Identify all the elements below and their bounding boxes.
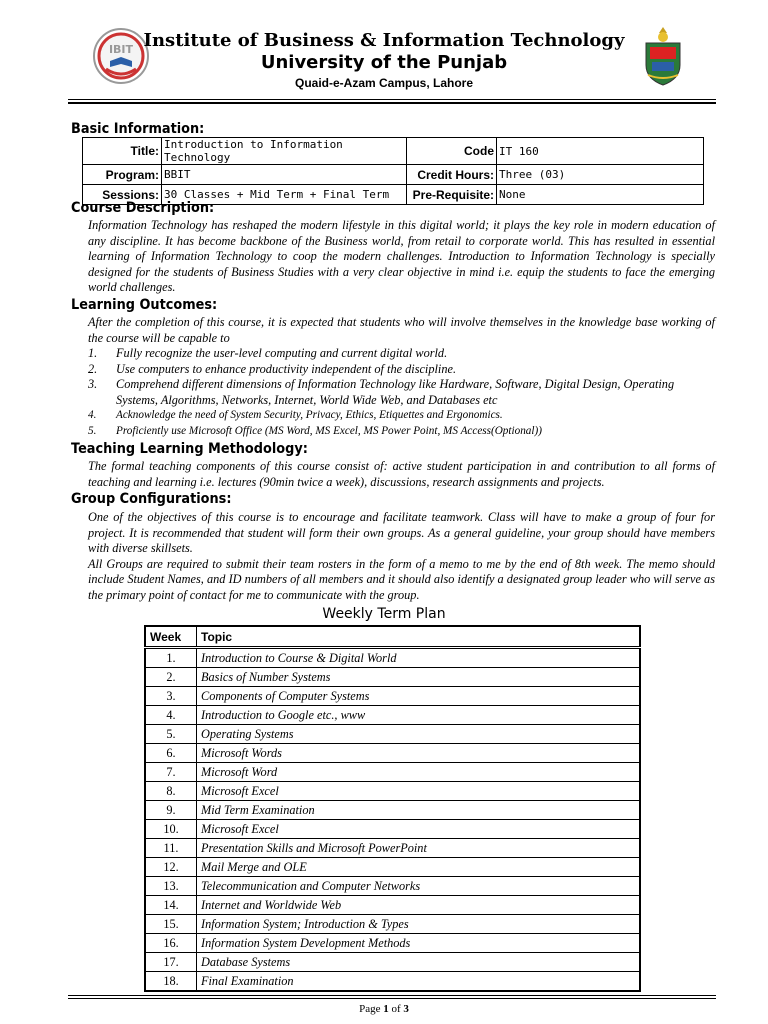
- learning-outcomes-intro: [88, 315, 715, 346]
- list-item: [88, 377, 716, 408]
- group-paragraph-2: All Groups are required to submit their team rosters in the form of a memo to me by the end of 8th week. The memo should include Student Names, and ID numbers of all members and it should also identify a designated group leader who will serve as the primary point of contact for me to communicate with the group.: [88, 556, 715, 602]
- list-number: 5.: [88, 424, 97, 437]
- info-value: Three (03): [497, 165, 704, 185]
- list-text: Acknowledge the need of System Security, Privacy, Ethics, Etiquettes and Ergonomics.: [116, 409, 503, 421]
- teaching-methodology-paragraph: The formal teaching components of this course consist of: active student participation in and contribution to all forms of teaching and learning i.e. lectures (90min twice a week), discussions, research assignments and projects.: [88, 459, 715, 489]
- current-page: 1: [383, 1003, 389, 1015]
- institute-name: Institute of Business & Information Technology: [143, 30, 625, 51]
- week-cell: 7.: [145, 763, 197, 782]
- week-column-header: Week: [145, 626, 197, 648]
- list-number: 3.: [88, 377, 98, 391]
- learning-outcomes-intro-text: After the completion of this course, it is expected that students who will involve themselves in the knowledge base working of the course will be capable to: [88, 315, 715, 345]
- table-row: [145, 648, 640, 668]
- list-item: [88, 424, 716, 440]
- week-cell: 17.: [145, 953, 197, 972]
- group-configurations-text: [88, 510, 715, 603]
- university-name: University of the Punjab: [260, 52, 508, 73]
- topic-cell: Operating Systems: [197, 725, 641, 744]
- week-cell: 16.: [145, 934, 197, 953]
- campus-name: Quaid-e-Azam Campus, Lahore: [294, 76, 474, 90]
- course-description-heading: Course Description:: [71, 200, 215, 216]
- list-text: Proficiently use Microsoft Office (MS Word, MS Excel, MS Power Point, MS Access(Optional)): [116, 424, 542, 437]
- learning-outcomes-heading: Learning Outcomes:: [71, 297, 218, 313]
- page-number: [0, 1003, 768, 1015]
- document-header: [0, 22, 768, 90]
- info-label: Credit Hours:: [407, 165, 497, 185]
- basic-info-heading: Basic Information:: [71, 121, 205, 137]
- info-value: IT 160: [497, 138, 704, 165]
- week-cell: 2.: [145, 668, 197, 687]
- table-row: [145, 915, 640, 934]
- table-row: [145, 725, 640, 744]
- topic-cell: Information System Development Methods: [197, 934, 641, 953]
- group-configurations-heading: Group Configurations:: [71, 491, 232, 507]
- table-row: [145, 972, 640, 992]
- topic-column-header: Topic: [197, 626, 641, 648]
- topic-cell: Microsoft Word: [197, 763, 641, 782]
- table-row: [145, 801, 640, 820]
- week-cell: 12.: [145, 858, 197, 877]
- table-row: [145, 877, 640, 896]
- info-value: None: [497, 185, 704, 205]
- teaching-methodology-heading: Teaching Learning Methodology:: [71, 441, 308, 457]
- svg-text:IBIT: IBIT: [108, 43, 134, 56]
- list-item: [88, 346, 716, 362]
- info-label: Code: [407, 138, 497, 165]
- topic-cell: Mail Merge and OLE: [197, 858, 641, 877]
- table-row: [145, 763, 640, 782]
- topic-cell: Telecommunication and Computer Networks: [197, 877, 641, 896]
- table-row: [145, 687, 640, 706]
- week-cell: 6.: [145, 744, 197, 763]
- teaching-methodology-text: [88, 459, 715, 490]
- info-label: Sessions:: [83, 185, 162, 205]
- weekly-plan-title: Weekly Term Plan: [322, 606, 446, 622]
- info-label: Program:: [83, 165, 162, 185]
- topic-cell: Mid Term Examination: [197, 801, 641, 820]
- info-label: Title:: [83, 138, 162, 165]
- week-cell: 13.: [145, 877, 197, 896]
- info-value: Introduction to Information Technology: [162, 138, 407, 165]
- topic-cell: Microsoft Excel: [197, 782, 641, 801]
- week-cell: 18.: [145, 972, 197, 992]
- week-cell: 4.: [145, 706, 197, 725]
- table-row: [145, 953, 640, 972]
- week-cell: 14.: [145, 896, 197, 915]
- table-row: [145, 934, 640, 953]
- week-cell: 15.: [145, 915, 197, 934]
- week-cell: 5.: [145, 725, 197, 744]
- group-paragraph-1: One of the objectives of this course is to encourage and facilitate teamwork. Class will have to make a group of four for project. It is recommended that student will form their own groups. As a general guideline, your group should have members with diverse skillsets.: [88, 510, 715, 555]
- table-row: [145, 858, 640, 877]
- topic-cell: Introduction to Course & Digital World: [197, 648, 641, 668]
- table-row: [145, 839, 640, 858]
- list-item: [88, 408, 716, 424]
- topic-cell: Microsoft Words: [197, 744, 641, 763]
- footer-rule: [68, 995, 716, 996]
- of-word: of: [391, 1003, 401, 1015]
- learning-outcomes-list: [88, 346, 716, 439]
- list-item: [88, 362, 716, 378]
- week-cell: 3.: [145, 687, 197, 706]
- topic-cell: Information System; Introduction & Types: [197, 915, 641, 934]
- topic-cell: Database Systems: [197, 953, 641, 972]
- info-row: [83, 165, 704, 185]
- topic-cell: Microsoft Excel: [197, 820, 641, 839]
- table-row: [145, 706, 640, 725]
- course-description-text: [88, 218, 715, 296]
- list-text: Fully recognize the user-level computing and current digital world.: [116, 346, 448, 360]
- table-row: [145, 782, 640, 801]
- header-rule-thick: [68, 102, 716, 104]
- topic-cell: Components of Computer Systems: [197, 687, 641, 706]
- table-row: [145, 744, 640, 763]
- footer-rule-2: [68, 998, 716, 999]
- week-cell: 10.: [145, 820, 197, 839]
- topic-cell: Basics of Number Systems: [197, 668, 641, 687]
- week-cell: 1.: [145, 648, 197, 668]
- weekly-plan-body: [145, 648, 640, 992]
- list-text: Comprehend different dimensions of Information Technology like Hardware, Software, Digital Design, Operating Systems, Algorithms, Networks, Internet, World Wide Web, and Databases etc: [116, 377, 675, 407]
- list-text: Use computers to enhance productivity independent of the discipline.: [116, 361, 457, 376]
- header-rule: [68, 99, 716, 100]
- info-label: Pre-Requisite:: [407, 185, 497, 205]
- table-row: [145, 668, 640, 687]
- page-word: Page: [359, 1003, 381, 1015]
- topic-cell: Introduction to Google etc., www: [197, 706, 641, 725]
- week-cell: 9.: [145, 801, 197, 820]
- total-pages: 3: [403, 1003, 409, 1015]
- week-cell: 11.: [145, 839, 197, 858]
- week-cell: 8.: [145, 782, 197, 801]
- list-number: 1.: [88, 346, 98, 360]
- info-value: 30 Classes + Mid Term + Final Term: [162, 185, 407, 205]
- info-row: [83, 138, 704, 165]
- basic-info-table: [82, 137, 704, 205]
- course-description-paragraph: Information Technology has reshaped the modern lifestyle in this digital world; it plays the key role in modern education of any discipline. It has become backbone of the Business world, from retail to corporate world. This has resulted in essential learning of Information Technology to coop the modern challenges. Introduction to Information Technology is specially designed for the students of Business Studies with a very clear objective in mind i.e. equip the students to face the emerging world challenges.: [88, 218, 715, 294]
- weekly-plan-table: [144, 625, 641, 992]
- list-number: 4.: [88, 409, 97, 421]
- info-value: BBIT: [162, 165, 407, 185]
- list-number: 2.: [88, 361, 98, 376]
- table-header-row: [145, 626, 640, 648]
- table-row: [145, 896, 640, 915]
- table-row: [145, 820, 640, 839]
- topic-cell: Presentation Skills and Microsoft PowerPoint: [197, 839, 641, 858]
- topic-cell: Final Examination: [197, 972, 641, 992]
- topic-cell: Internet and Worldwide Web: [197, 896, 641, 915]
